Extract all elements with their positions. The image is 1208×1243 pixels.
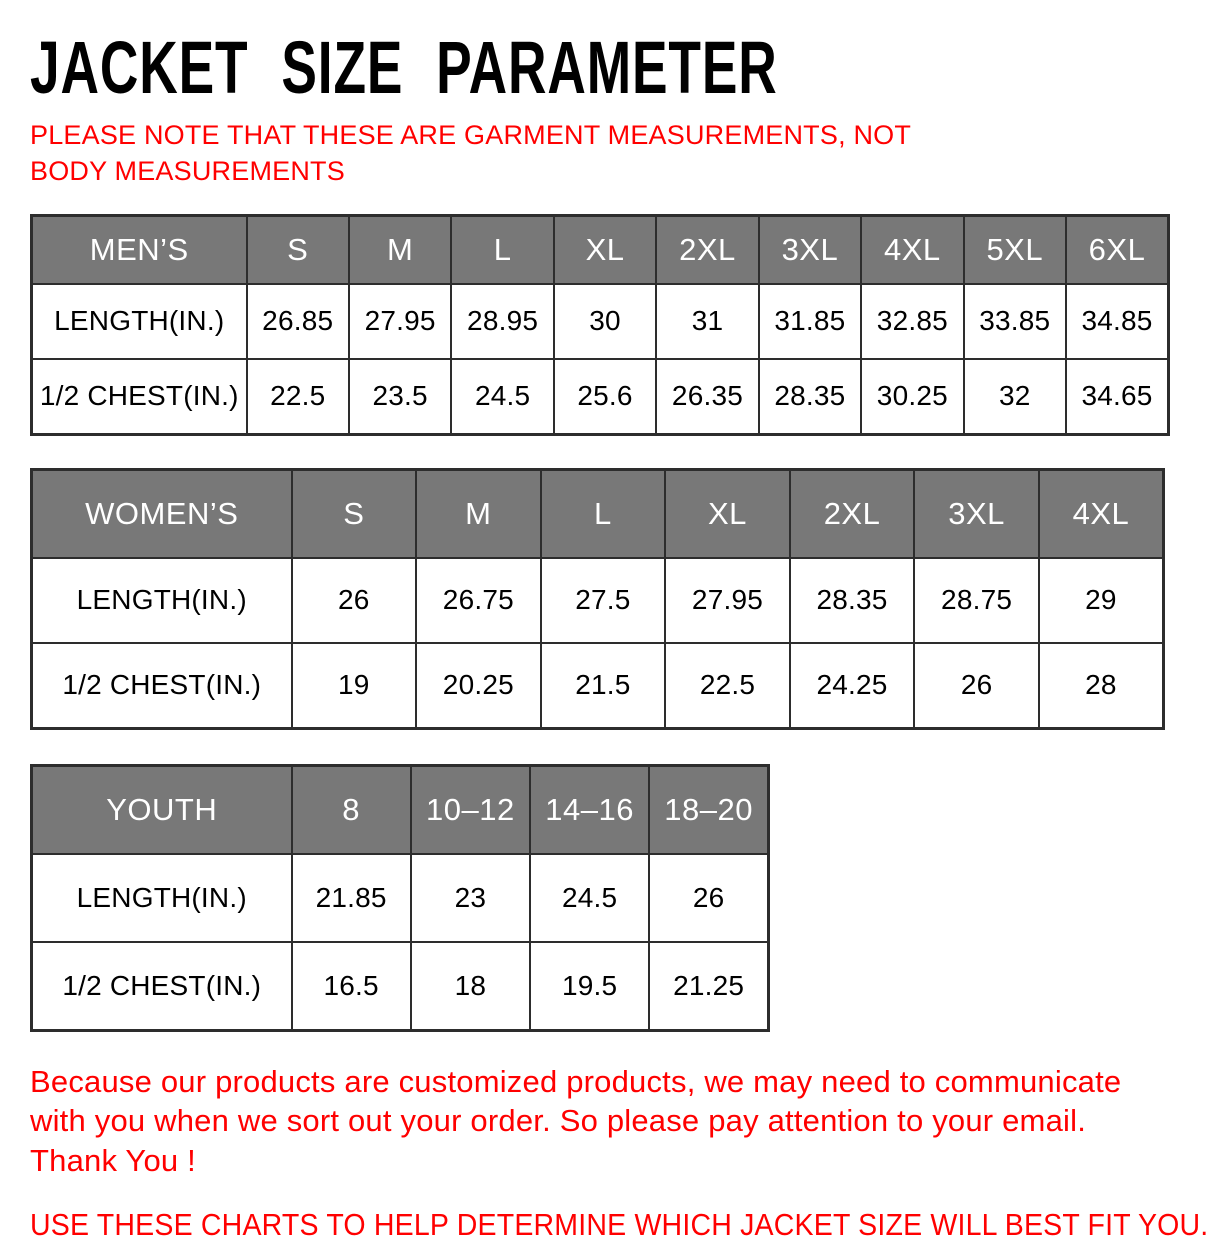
- row-label-cell: 1/2 CHEST(IN.): [32, 643, 292, 729]
- value-cell: 20.25: [416, 643, 541, 729]
- youth-size-table: [30, 764, 770, 1032]
- row-label-cell: 1/2 CHEST(IN.): [32, 942, 292, 1031]
- value-cell: 25.6: [554, 359, 656, 435]
- size-header-cell: 18–20: [649, 765, 768, 854]
- value-cell: 24.25: [790, 643, 915, 729]
- table-row: [32, 359, 1169, 435]
- value-cell: 19.5: [530, 942, 649, 1031]
- row-label-cell: LENGTH(IN.): [32, 284, 247, 359]
- size-header-cell: M: [349, 215, 451, 284]
- value-cell: 32.85: [861, 284, 963, 359]
- size-header-cell: 8: [292, 765, 411, 854]
- header-row: [32, 469, 1164, 558]
- value-cell: 24.5: [530, 854, 649, 942]
- value-cell: 26: [649, 854, 768, 942]
- row-label-cell: 1/2 CHEST(IN.): [32, 359, 247, 435]
- size-header-cell: 3XL: [759, 215, 861, 284]
- mens-size-table: [30, 214, 1170, 436]
- value-cell: 28.75: [914, 558, 1039, 643]
- group-header-cell: YOUTH: [32, 765, 292, 854]
- value-cell: 34.65: [1066, 359, 1169, 435]
- fit-advice-note: USE THESE CHARTS TO HELP DETERMINE WHICH JACKET SIZE WILL BEST FIT YOU.: [30, 1206, 1208, 1242]
- value-cell: 22.5: [665, 643, 790, 729]
- value-cell: 22.5: [247, 359, 349, 435]
- size-header-cell: 4XL: [861, 215, 963, 284]
- value-cell: 26.35: [656, 359, 758, 435]
- value-cell: 16.5: [292, 942, 411, 1031]
- value-cell: 26.85: [247, 284, 349, 359]
- size-header-cell: S: [292, 469, 417, 558]
- size-header-cell: 10–12: [411, 765, 530, 854]
- value-cell: 30: [554, 284, 656, 359]
- header-row: [32, 215, 1169, 284]
- value-cell: 26: [292, 558, 417, 643]
- value-cell: 21.85: [292, 854, 411, 942]
- size-header-cell: 3XL: [914, 469, 1039, 558]
- size-header-cell: S: [247, 215, 349, 284]
- table-row: [32, 284, 1169, 359]
- garment-measurement-note: PLEASE NOTE THAT THESE ARE GARMENT MEASUREMENTS, NOT BODY MEASUREMENTS: [30, 120, 911, 186]
- value-cell: 21.5: [541, 643, 666, 729]
- value-cell: 19: [292, 643, 417, 729]
- value-cell: 28.35: [759, 359, 861, 435]
- group-header-cell: WOMEN’S: [32, 469, 292, 558]
- value-cell: 31: [656, 284, 758, 359]
- group-header-cell: MEN’S: [32, 215, 247, 284]
- womens-size-table: [30, 468, 1165, 730]
- size-header-cell: 4XL: [1039, 469, 1164, 558]
- table-row: [32, 558, 1164, 643]
- customized-products-note: Because our products are customized products, we may need to communicate with you when we sort out your order. So please pay attention to your email. Thank You !: [30, 1063, 1122, 1179]
- value-cell: 18: [411, 942, 530, 1031]
- size-header-cell: 14–16: [530, 765, 649, 854]
- value-cell: 23.5: [349, 359, 451, 435]
- value-cell: 31.85: [759, 284, 861, 359]
- page-title: JACKET SIZE PARAMETER: [30, 27, 778, 111]
- size-header-cell: XL: [554, 215, 656, 284]
- size-header-cell: M: [416, 469, 541, 558]
- value-cell: 21.25: [649, 942, 768, 1031]
- value-cell: 29: [1039, 558, 1164, 643]
- value-cell: 32: [964, 359, 1066, 435]
- size-header-cell: XL: [665, 469, 790, 558]
- table-row: [32, 942, 769, 1031]
- table-row: [32, 643, 1164, 729]
- row-label-cell: LENGTH(IN.): [32, 854, 292, 942]
- value-cell: 27.95: [349, 284, 451, 359]
- value-cell: 28.95: [451, 284, 553, 359]
- size-header-cell: L: [541, 469, 666, 558]
- size-header-cell: 2XL: [656, 215, 758, 284]
- size-header-cell: 5XL: [964, 215, 1066, 284]
- row-label-cell: LENGTH(IN.): [32, 558, 292, 643]
- table-row: [32, 854, 769, 942]
- value-cell: 26.75: [416, 558, 541, 643]
- value-cell: 24.5: [451, 359, 553, 435]
- size-header-cell: 6XL: [1066, 215, 1169, 284]
- jacket-size-chart-page: [0, 26, 1208, 1242]
- header-row: [32, 765, 769, 854]
- value-cell: 28: [1039, 643, 1164, 729]
- value-cell: 33.85: [964, 284, 1066, 359]
- value-cell: 23: [411, 854, 530, 942]
- size-header-cell: 2XL: [790, 469, 915, 558]
- value-cell: 28.35: [790, 558, 915, 643]
- value-cell: 34.85: [1066, 284, 1169, 359]
- size-header-cell: L: [451, 215, 553, 284]
- value-cell: 30.25: [861, 359, 963, 435]
- value-cell: 27.5: [541, 558, 666, 643]
- value-cell: 27.95: [665, 558, 790, 643]
- value-cell: 26: [914, 643, 1039, 729]
